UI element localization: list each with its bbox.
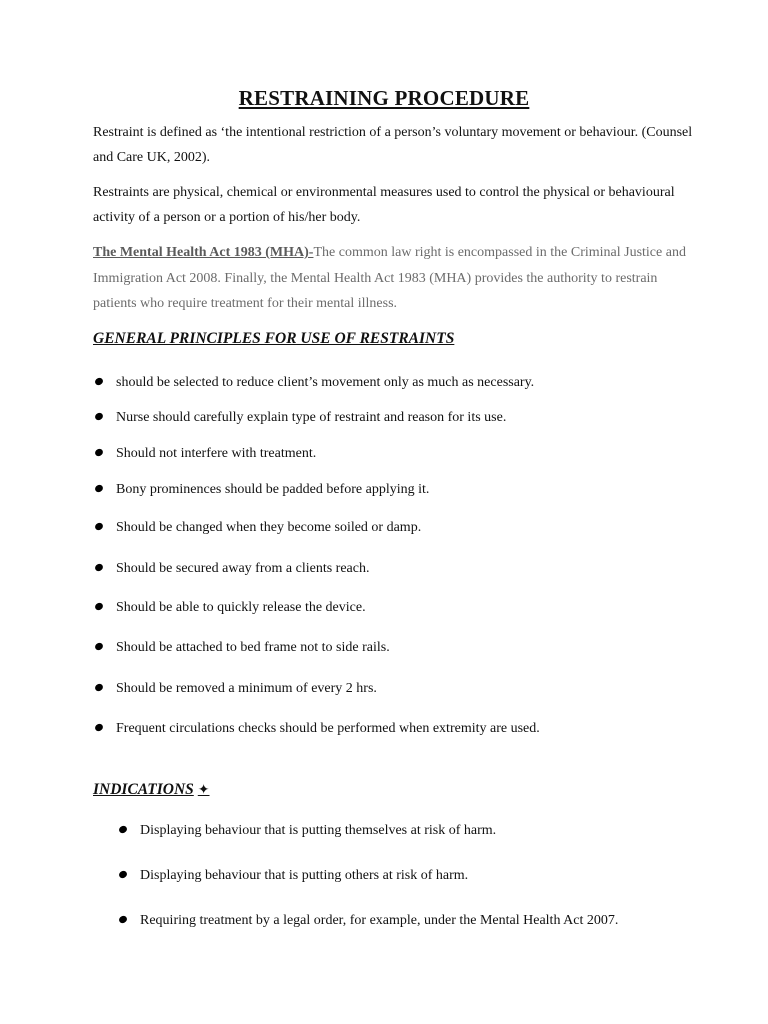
list-item-text: Nurse should carefully explain type of restraint and reason for its use. [116,410,507,425]
bullet-dot-icon [94,377,104,387]
bullet-dot-icon [118,825,128,835]
list-item-text: Frequent circulations checks should be performed when extremity are used. [116,721,540,736]
list-item-text: Should not interfere with treatment. [116,446,317,461]
four-point-star-icon: ✦ [197,782,210,798]
page-title: RESTRAINING PROCEDURE [238,86,530,110]
list-item [95,409,506,427]
bullet-dot-icon [118,870,128,880]
restraint-types-paragraph: Restraints are physical, chemical or environmental measures used to control the physical or behavioural activity of a person or a portion of his/her body. [93,185,675,225]
list-item-text: Requiring treatment by a legal order, for example, under the Mental Health Act 2007. [140,913,619,928]
indications-heading-text: INDICATIONS [93,781,194,798]
list-item-text: Bony prominences should be padded before applying it. [116,482,430,497]
list-item-text: Should be removed a minimum of every 2 hrs. [116,681,377,696]
mha-heading: The Mental Health Act 1983 (MHA)- [93,245,314,260]
list-item-text: Should be attached to bed frame not to side rails. [116,640,390,655]
bullet-dot-icon [118,915,128,925]
bullet-dot-icon [94,723,104,733]
list-item [95,599,366,617]
list-item [95,560,369,578]
mha-text: The common law right is encompassed in the Criminal Justice and Immigration Act 2008. Finally, the Mental Health Act 1983 (MHA) provides the authority to restrain patients who require treatment for their mental illness. [93,245,686,311]
list-item [95,445,316,463]
list-item-text: Should be changed when they become soiled or damp. [116,520,422,535]
bullet-dot-icon [94,484,104,494]
general-principles-heading: GENERAL PRINCIPLES FOR USE OF RESTRAINTS [93,330,455,347]
list-item [95,519,421,537]
list-item-text: Should be secured away from a clients reach. [116,561,370,576]
bullet-dot-icon [94,602,104,612]
bullet-dot-icon [94,683,104,693]
list-item-text: Displaying behaviour that is putting themselves at risk of harm. [140,823,497,838]
bullet-dot-icon [94,412,104,422]
list-item [95,680,377,698]
mha-paragraph [93,240,693,317]
list-item-text: Displaying behaviour that is putting others at risk of harm. [140,868,469,883]
list-item-text: should be selected to reduce client’s movement only as much as necessary. [116,375,535,390]
list-item [95,720,540,738]
bullet-dot-icon [94,642,104,652]
list-item [119,867,468,885]
list-item [119,822,496,840]
bullet-dot-icon [94,563,104,573]
bullet-dot-icon [94,522,104,532]
bullet-dot-icon [94,448,104,458]
list-item [95,481,429,499]
indications-heading [93,781,210,799]
list-item-text: Should be able to quickly release the device. [116,600,366,615]
definition-paragraph: Restraint is defined as ‘the intentional restriction of a person’s voluntary movement or behaviour. (Counsel and Care UK, 2002). [93,125,693,165]
list-item [95,374,534,392]
list-item [95,639,390,657]
list-item [119,912,618,930]
